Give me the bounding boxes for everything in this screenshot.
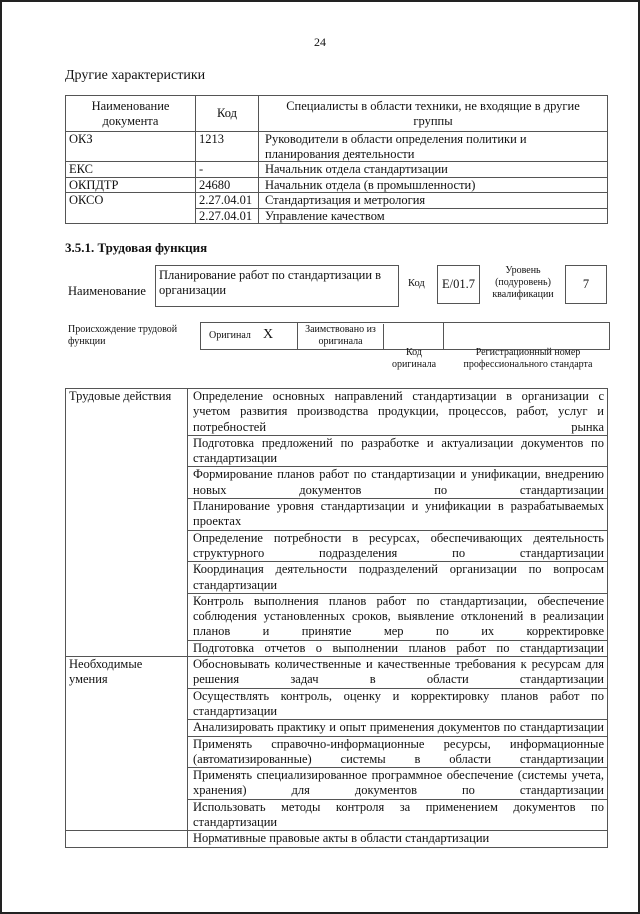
table-row [66,736,608,768]
table-row [66,720,608,736]
table-cell: ЕКС [66,162,196,178]
function-code-value: E/01.7 [437,265,480,304]
original-mark: X [263,327,274,342]
function-heading: 3.5.1. Трудовая функция [65,240,208,255]
list-item: Определение потребности в ресурсах, обеспечивающих деятельность структурного подразделения по стандартизации [188,530,608,562]
row-label-empty [66,736,188,768]
row-label-empty [66,799,188,831]
list-item: Определение основных направлений стандартизации в организации с учетом развития производства продукции, процессов, работ, услуг и потребностей рынка [188,389,608,436]
list-item: Подготовка предложений по разработке и актуализации документов по стандартизации [188,435,608,467]
table-row [66,530,608,562]
row-label-empty [66,467,188,499]
list-item: Нормативные правовые акты в области стандартизации [188,831,608,847]
table-row [66,768,608,800]
row-label: Необходимые умения [66,657,188,689]
table-cell: 2.27.04.01 [196,208,259,224]
table-row [66,640,608,656]
table-row [66,389,608,436]
borrowed-label: Заимствовано из оригинала [298,324,384,349]
row-label-empty [66,499,188,531]
table-cell: 2.27.04.01 [196,193,259,209]
section-title: Другие характеристики [65,68,206,83]
table-cell: ОКЗ [66,132,196,162]
list-item: Применять специализированное программное обеспечение (системы учета, хранения) для документов по стандартизации [188,768,608,800]
list-item: Планирование уровня стандартизации и унификации в разрабатываемых проектах [188,499,608,531]
row-label: Трудовые действия [66,389,188,436]
table-row [66,208,608,224]
list-item: Анализировать практику и опыт применения документов по стандартизации [188,720,608,736]
origin-box [200,322,610,350]
table-cell: Начальник отдела (в промышленности) [259,177,608,193]
table-row [66,435,608,467]
function-details-table [65,388,608,848]
table-cell: Руководители в области определения политики и планирования деятельности [259,132,608,162]
row-label-empty [66,640,188,656]
table-cell: 24680 [196,177,259,193]
header-cell: Код [196,96,259,132]
row-label-empty [66,435,188,467]
list-item: Осуществлять контроль, оценку и корректировку планов работ по стандартизации [188,688,608,720]
original-cell [201,323,298,349]
list-item: Контроль выполнения планов работ по стандартизации, обеспечение соблюдения установленных сроков, выявление отклонений в реализации планов и принятие мер по их корректировке [188,593,608,640]
list-item: Координация деятельности подразделений организации по вопросам стандартизации [188,562,608,594]
table-row [66,799,608,831]
table-cell: ОКСО [66,193,196,209]
code-label: Код [408,278,425,289]
table-row [66,688,608,720]
code-original-cell [384,323,444,349]
list-item: Подготовка отчетов о выполнении планов работ по стандартизации [188,640,608,656]
table-header-row [66,96,608,132]
table-cell [66,208,196,224]
page-number: 24 [314,35,326,49]
row-label-empty [66,593,188,640]
table-row [66,162,608,178]
table-cell: ОКПДТР [66,177,196,193]
row-label-empty [66,688,188,720]
table-row [66,562,608,594]
table-row [66,657,608,689]
list-item: Использовать методы контроля за применением документов по стандартизации [188,799,608,831]
header-cell: Специалисты в области техники, не входящие в другие группы [259,96,608,132]
header-cell: Наименование документа [66,96,196,132]
row-label-empty [66,720,188,736]
table-row [66,467,608,499]
reg-number-caption: Регистрационный номер профессионального стандарта [463,347,593,370]
list-item: Обосновывать количественные и качественные требования к ресурсам для решения задач в области стандартизации [188,657,608,689]
table-row [66,831,608,847]
table-row [66,193,608,209]
table-row [66,499,608,531]
row-label-empty [66,562,188,594]
row-label [66,831,188,847]
other-characteristics-table [65,95,608,224]
list-item: Формирование планов работ по стандартизации и унификации, внедрению новых документов по стандартизации [188,467,608,499]
code-original-caption: Код оригинала [391,347,437,370]
list-item: Применять справочно-информационные ресурсы, информационные (автоматизированные) системы в области стандартизации [188,736,608,768]
name-label: Наименование [68,284,146,298]
function-name-value: Планирование работ по стандартизации в организации [155,265,399,307]
table-cell: 1213 [196,132,259,162]
table-row [66,593,608,640]
table-cell: - [196,162,259,178]
row-label-empty [66,530,188,562]
original-label: Оригинал [209,330,251,341]
origin-label: Происхождение трудовой функции [68,324,178,347]
level-label: Уровень (подуровень) квалификации [492,265,554,300]
table-cell: Стандартизация и метрология [259,193,608,209]
level-value: 7 [565,265,607,304]
table-row [66,132,608,162]
table-cell: Начальник отдела стандартизации [259,162,608,178]
table-cell: Управление качеством [259,208,608,224]
row-label-empty [66,768,188,800]
table-row [66,177,608,193]
